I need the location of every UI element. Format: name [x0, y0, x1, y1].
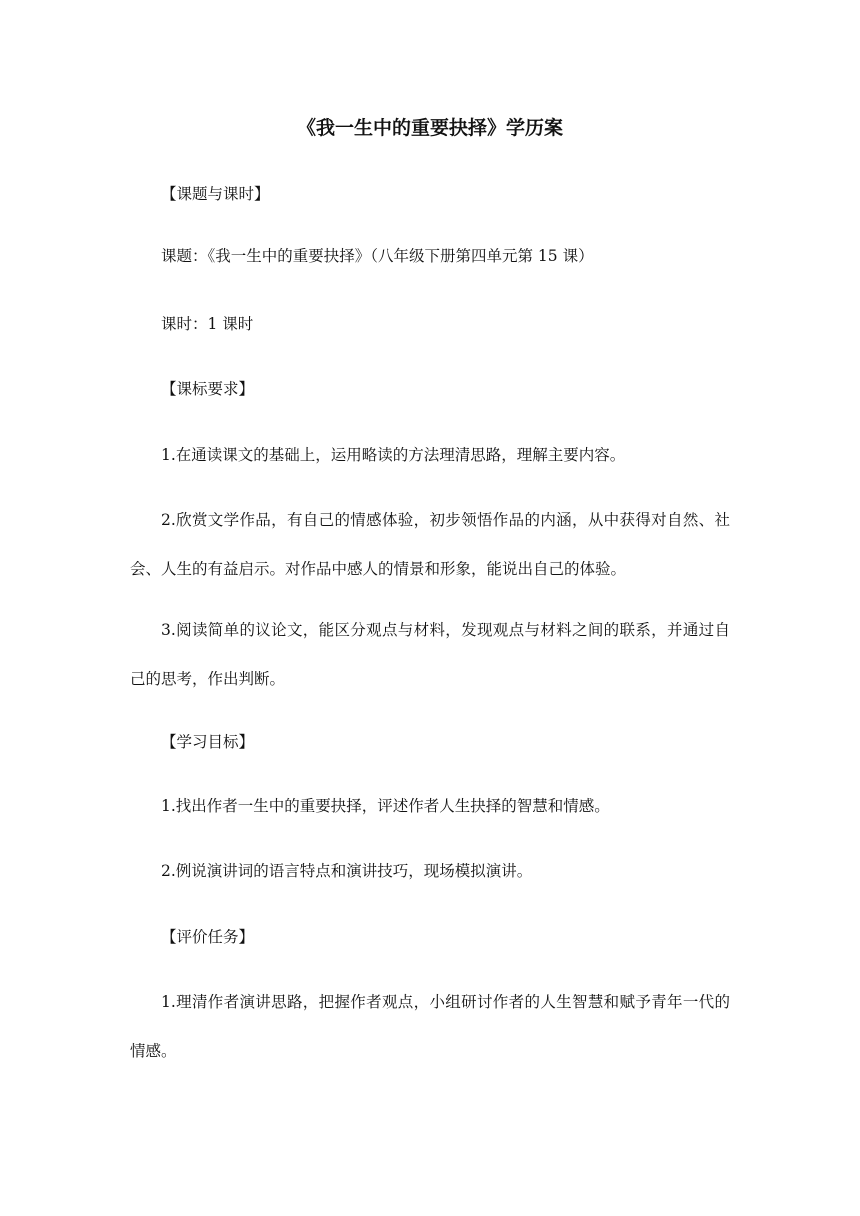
document-title: 《我一生中的重要抉择》学历案	[296, 117, 563, 139]
paragraph-objective-1: 1.找出作者一生中的重要抉择，评述作者人生抉择的智慧和情感。	[161, 797, 610, 815]
section-heading-objectives: 【学习目标】	[161, 733, 255, 751]
section-heading-evaluation: 【评价任务】	[161, 928, 255, 946]
section-heading-topic: 【课题与课时】	[161, 185, 270, 203]
paragraph-standard-3: 3.阅读简单的议论文，能区分观点与材料，发现观点与材料之间的联系，并通过自己的思考，作出判断。	[130, 621, 730, 688]
paragraph-objective-2: 2.例说演讲词的语言特点和演讲技巧，现场模拟演讲。	[161, 862, 533, 880]
paragraph-hours: 课时：1 课时	[161, 315, 254, 333]
paragraph-evaluation-1: 1.理清作者演讲思路，把握作者观点，小组研讨作者的人生智慧和赋予青年一代的情感。	[130, 993, 730, 1060]
section-heading-standards: 【课标要求】	[161, 380, 255, 398]
paragraph-topic: 课题：《我一生中的重要抉择》（八年级下册第四单元第 15 课）	[161, 247, 594, 265]
paragraph-standard-2: 2.欣赏文学作品，有自己的情感体验，初步领悟作品的内涵，从中获得对自然、社会、人生的有益启示。对作品中感人的情景和形象，能说出自己的体验。	[130, 511, 730, 578]
paragraph-standard-1: 1.在通读课文的基础上，运用略读的方法理清思路，理解主要内容。	[161, 446, 626, 464]
